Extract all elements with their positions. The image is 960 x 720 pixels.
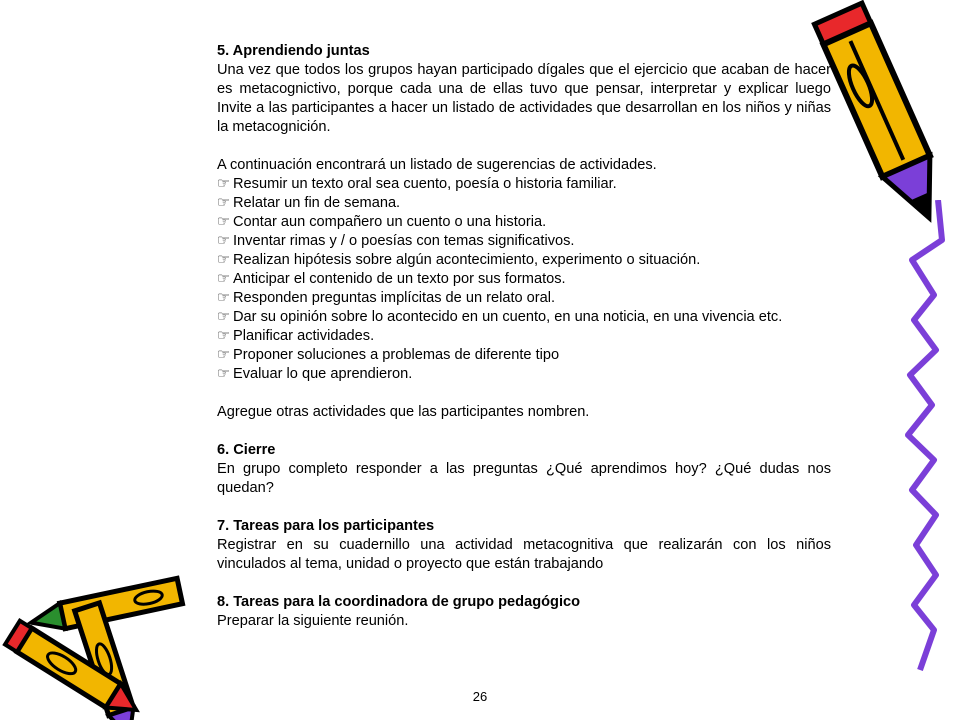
- pointing-hand-icon: ☞: [217, 252, 231, 268]
- section8-heading: 8. Tareas para la coordinadora de grupo pedagógico: [217, 594, 581, 610]
- section7-heading: 7. Tareas para los participantes: [217, 518, 435, 534]
- list-item: ☞ Planificar actividades.: [217, 328, 375, 344]
- section6-paragraph: En grupo completo responder a las preguntas ¿Qué aprendimos hoy? ¿Qué dudas nos quedan?: [217, 461, 831, 496]
- pointing-hand-icon: ☞: [217, 214, 231, 230]
- pointing-hand-icon: ☞: [217, 195, 231, 211]
- activities-intro: A continuación encontrará un listado de sugerencias de actividades.: [217, 157, 657, 173]
- pointing-hand-icon: ☞: [217, 290, 231, 306]
- pointing-hand-icon: ☞: [217, 328, 231, 344]
- list-item: ☞ Responden preguntas implícitas de un relato oral.: [217, 290, 556, 306]
- section5-paragraph: Una vez que todos los grupos hayan participado dígales que el ejercicio que acaban de hacer es metacognictivo, porque cada una de ellas tuvo que pensar, interpretar y explicar luego Invite a las participantes a hacer un listado de actividades que desarrollan en los niños y niñas la metacognición.: [217, 62, 831, 135]
- pointing-hand-icon: ☞: [217, 366, 231, 382]
- page-number: 26: [472, 689, 488, 704]
- pointing-hand-icon: ☞: [217, 233, 231, 249]
- section8-paragraph: Preparar la siguiente reunión.: [217, 613, 409, 629]
- list-item: ☞ Contar aun compañero un cuento o una historia.: [217, 214, 547, 230]
- section6-heading: 6. Cierre: [217, 442, 276, 458]
- pointing-hand-icon: ☞: [217, 271, 231, 287]
- section5-heading: 5. Aprendiendo juntas: [217, 43, 370, 59]
- purple-squiggle-line: [890, 200, 960, 680]
- list-item: ☞ Dar su opinión sobre lo acontecido en un cuento, en una noticia, en una vivencia etc.: [217, 309, 783, 325]
- section7-paragraph: Registrar en su cuadernillo una actividad metacognitiva que realizarán con los niños vinculados al tema, unidad o proyecto que están trabajando: [217, 537, 831, 572]
- pointing-hand-icon: ☞: [217, 176, 231, 192]
- pointing-hand-icon: ☞: [217, 309, 231, 325]
- list-item: ☞ Proponer soluciones a problemas de diferente tipo: [217, 347, 560, 363]
- list-item: ☞ Anticipar el contenido de un texto por sus formatos.: [217, 271, 566, 287]
- activities-closing: Agregue otras actividades que las participantes nombren.: [217, 404, 590, 420]
- list-item: ☞ Relatar un fin de semana.: [217, 195, 401, 211]
- pointing-hand-icon: ☞: [217, 347, 231, 363]
- document-body: [217, 42, 831, 631]
- list-item: ☞ Resumir un texto oral sea cuento, poesía o historia familiar.: [217, 176, 617, 192]
- list-item: ☞ Evaluar lo que aprendieron.: [217, 366, 413, 382]
- list-item: ☞ Inventar rimas y / o poesías con temas significativos.: [217, 233, 575, 249]
- list-item: ☞ Realizan hipótesis sobre algún acontecimiento, experimento o situación.: [217, 252, 701, 268]
